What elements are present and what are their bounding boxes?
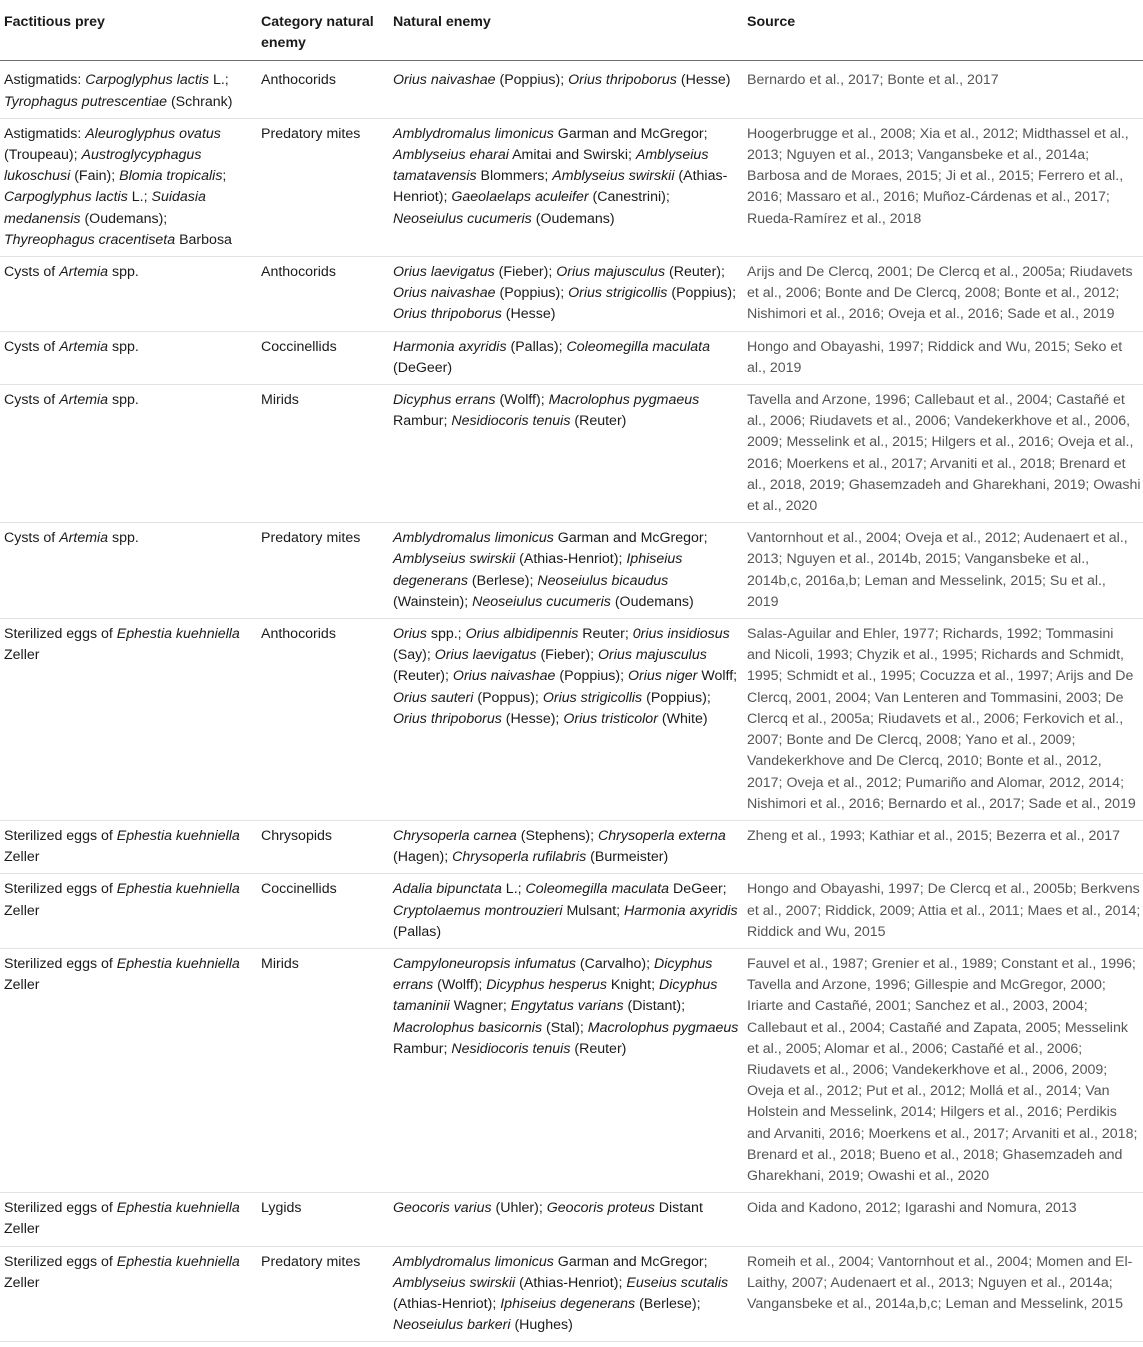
- text-fragment: spp.: [108, 264, 139, 281]
- text-fragment: (Fieber);: [494, 264, 557, 281]
- species-name: Amblyseius swirskii: [552, 168, 675, 185]
- text-fragment: Amitai and Swirski;: [508, 147, 636, 164]
- text-fragment: (Athias-Henriot);: [393, 168, 728, 206]
- cell-natural-enemy: [389, 385, 743, 523]
- cell-natural-enemy: [389, 523, 743, 619]
- species-name: Artemia: [59, 530, 109, 547]
- text-fragment: (Troupeau);: [4, 147, 82, 164]
- species-name: Orius thripoborus: [393, 710, 502, 727]
- text-fragment: Distant: [654, 1200, 703, 1217]
- cell-natural-enemy: [389, 1246, 743, 1342]
- text-fragment: (Berlese);: [467, 572, 538, 589]
- text-fragment: (Pallas);: [506, 338, 567, 355]
- table-body: [0, 61, 1143, 1342]
- species-name: Carpoglyphus lactis: [85, 72, 210, 89]
- species-name: Chrysoperla carnea: [393, 827, 517, 844]
- cell-category: Anthocorids: [261, 626, 336, 643]
- cell-factitious-prey: [0, 523, 257, 619]
- text-fragment: (Fieber);: [536, 647, 599, 664]
- species-name: Amblydromalus limonicus: [393, 1253, 554, 1270]
- species-name: Macrolophus pygmaeus: [587, 1019, 739, 1036]
- cell-category: Mirids: [261, 392, 299, 409]
- cell-natural-enemy: [389, 619, 743, 821]
- species-name: Neoseiulus barkeri: [393, 1317, 511, 1334]
- text-fragment: (Athias-Henriot);: [515, 1274, 627, 1291]
- text-fragment: (Reuter);: [665, 264, 725, 281]
- cell-factitious-prey: [0, 948, 257, 1192]
- text-fragment: spp.: [108, 530, 139, 547]
- cell-source: Arijs and De Clercq, 2001; De Clercq et al., 2005a; Riudavets et al., 2006; Bonte and De Clercq, 2008; Bonte et al., 2012; Nishimori et al., 2016; Oveja et al., 2016; Sade et al., 2019: [747, 264, 1133, 323]
- table-row: [0, 118, 1143, 256]
- table-row: [0, 385, 1143, 523]
- cell-factitious-prey: [0, 619, 257, 821]
- species-name: Neoseiulus bicaudus: [537, 572, 669, 589]
- cell-natural-enemy: [389, 874, 743, 949]
- cell-source: Hoogerbrugge et al., 2008; Xia et al., 2012; Midthassel et al., 2013; Nguyen et al., 2013; Vangansbeke et al., 2014a; Barbosa and de Moraes, 2015; Ji et al., 2015; Ferrero et al., 2016; Massaro et al., 2016; Muñoz-Cárdenas et al., 2017; Rueda-Ramírez et al., 2018: [747, 125, 1129, 227]
- species-name: Harmonia axyridis: [393, 338, 507, 355]
- text-fragment: L.;: [501, 881, 526, 898]
- species-name: Orius laevigatus: [434, 647, 537, 664]
- cell-category: Predatory mites: [261, 1253, 361, 1270]
- species-name: Artemia: [59, 338, 109, 355]
- species-name: Geocoris varius: [393, 1200, 492, 1217]
- species-name: Ephestia kuehniella: [116, 881, 240, 898]
- species-name: Amblydromalus limonicus: [393, 125, 554, 142]
- cell-natural-enemy: [389, 1193, 743, 1246]
- cell-factitious-prey: [0, 1193, 257, 1246]
- species-name: 0rius insidiosus: [632, 626, 730, 643]
- species-name: Nesidiocoris tenuis: [451, 413, 571, 430]
- species-name: Amblyseius swirskii: [393, 1274, 516, 1291]
- text-fragment: (Athias-Henriot);: [393, 1295, 501, 1312]
- species-name: Neoseiulus cucumeris: [393, 210, 532, 227]
- text-fragment: (Reuter);: [393, 668, 453, 685]
- text-fragment: (Carvalho);: [575, 955, 655, 972]
- text-fragment: Sterilized eggs of: [4, 626, 117, 643]
- text-fragment: (Poppius);: [667, 285, 737, 302]
- species-name: Carpoglyphus lactis: [4, 189, 128, 206]
- text-fragment: Zeller: [4, 647, 40, 664]
- text-fragment: (Stal);: [542, 1019, 588, 1036]
- text-fragment: (Hesse);: [501, 710, 564, 727]
- species-name: Amblydromalus limonicus: [393, 530, 554, 547]
- cell-natural-enemy: [389, 948, 743, 1192]
- text-fragment: Astigmatids:: [4, 72, 86, 89]
- species-name: Coleomegilla maculata: [525, 881, 670, 898]
- cell-category: Anthocorids: [261, 72, 336, 89]
- text-fragment: (Athias-Henriot);: [515, 551, 627, 568]
- species-name: Orius thripoborus: [393, 306, 502, 323]
- species-name: Amblyseius eharai: [393, 147, 509, 164]
- table-row: [0, 619, 1143, 821]
- species-name: Blomia tropicalis: [119, 168, 223, 185]
- cell-source: Tavella and Arzone, 1996; Callebaut et al., 2004; Castañé et al., 2006; Riudavets et al., 2006; Vandekerkhove et al., 2006, 2009; Messelink et al., 2015; Hilgers et al., 2016; Oveja et al., 2016; Moerkens et al., 2017; Arvaniti et al., 2018; Brenard et al., 2018, 2019; Ghasemzadeh and Gharekhani, 2019; Owashi et al., 2020: [747, 392, 1141, 515]
- text-fragment: (Poppius);: [555, 668, 628, 685]
- cell-source: Romeih et al., 2004; Vantornhout et al., 2004; Momen and El-Laithy, 2007; Audenaert et al., 2013; Nguyen et al., 2014a; Vangansbeke et al., 2014a,b,c; Leman and Messelink, 2015: [747, 1253, 1133, 1312]
- text-fragment: Rambur;: [393, 1040, 452, 1057]
- text-fragment: spp.;: [426, 626, 466, 643]
- table-row: [0, 1246, 1143, 1342]
- text-fragment: (Poppius);: [495, 72, 569, 89]
- text-fragment: (Hesse): [501, 306, 556, 323]
- text-fragment: Sterilized eggs of: [4, 881, 117, 898]
- species-name: Orius naivashae: [393, 72, 496, 89]
- text-fragment: (Wolff);: [433, 977, 487, 994]
- species-name: Amblyseius tamatavensis: [393, 147, 709, 185]
- text-fragment: (Wainstein);: [393, 593, 473, 610]
- species-name: Suidasia medanensis: [4, 189, 206, 227]
- cell-source: Salas-Aguilar and Ehler, 1977; Richards, 1992; Tommasini and Nicoli, 1993; Chyzik et al., 1995; Richards and Schmidt, 1995; Schmidt et al., 1995; Cocuzza et al., 1997; Arijs and De Clercq, 2001, 2004; Van Lenteren and Tommasini, 2003; De Clercq et al., 2005a; Riudavets et al., 2006; Ferkovich et al., 2007; Bonte and De Clercq, 2008; Yano et al., 2009; Vandekerkhove and De Clercq, 2010; Bonte et al., 2012, 2017; Oveja et al., 2012; Pumariño and Alomar, 2012, 2014; Nishimori et al., 2016; Bernardo et al., 2017; Sade et al., 2019: [747, 626, 1136, 812]
- species-name: Macrolophus pygmaeus: [548, 392, 700, 409]
- table-row: [0, 874, 1143, 949]
- text-fragment: (Hagen);: [393, 849, 453, 866]
- cell-factitious-prey: [0, 118, 257, 256]
- factitious-prey-table: [0, 7, 1143, 1342]
- text-fragment: Barbosa: [175, 231, 232, 248]
- header-category-natural-enemy: Category natural enemy: [261, 14, 374, 52]
- cell-category: Lygids: [261, 1200, 302, 1217]
- text-fragment: (White): [657, 710, 708, 727]
- cell-factitious-prey: [0, 874, 257, 949]
- text-fragment: (Berlese);: [635, 1295, 701, 1312]
- text-fragment: (Fain);: [70, 168, 120, 185]
- text-fragment: spp.: [108, 338, 139, 355]
- text-fragment: Sterilized eggs of: [4, 955, 117, 972]
- table-row: [0, 948, 1143, 1192]
- text-fragment: Sterilized eggs of: [4, 1253, 117, 1270]
- text-fragment: (Distant);: [623, 998, 686, 1015]
- species-name: Artemia: [59, 392, 109, 409]
- text-fragment: Zeller: [4, 1274, 40, 1291]
- text-fragment: ;: [222, 168, 227, 185]
- species-name: Macrolophus basicornis: [393, 1019, 543, 1036]
- species-name: Orius naivashae: [452, 668, 556, 685]
- text-fragment: DeGeer;: [669, 881, 727, 898]
- species-name: Campyloneuropsis infumatus: [393, 955, 576, 972]
- text-fragment: Astigmatids:: [4, 125, 86, 142]
- table-row: [0, 61, 1143, 118]
- cell-source: Hongo and Obayashi, 1997; Riddick and Wu, 2015; Seko et al., 2019: [747, 338, 1123, 376]
- text-fragment: Garman and McGregor;: [553, 530, 708, 547]
- text-fragment: (Reuter): [570, 413, 627, 430]
- header-row: [0, 7, 1143, 61]
- species-name: Dicyphus tamaninii: [393, 977, 718, 1015]
- species-name: Orius laevigatus: [393, 264, 495, 281]
- cell-source: Hongo and Obayashi, 1997; De Clercq et al., 2005b; Berkvens et al., 2007; Riddick, 2009; Attia et al., 2011; Maes et al., 2014; Riddick and Wu, 2015: [747, 881, 1141, 940]
- cell-source: Bernardo et al., 2017; Bonte et al., 2017: [747, 72, 999, 89]
- species-name: Engytatus varians: [510, 998, 624, 1015]
- header-source: Source: [747, 14, 796, 30]
- text-fragment: (Poppius);: [642, 689, 711, 706]
- species-name: Nesidiocoris tenuis: [451, 1040, 571, 1057]
- species-name: Dicyphus errans: [393, 392, 496, 409]
- text-fragment: Blommers;: [476, 168, 553, 185]
- species-name: Euseius scutalis: [626, 1274, 729, 1291]
- text-fragment: (Burmeister): [586, 849, 669, 866]
- species-name: Cryptolaemus montrouzieri: [393, 902, 563, 919]
- text-fragment: Sterilized eggs of: [4, 827, 117, 844]
- text-fragment: (Oudemans): [531, 210, 615, 227]
- species-name: Adalia bipunctata: [393, 881, 502, 898]
- table-row: [0, 257, 1143, 332]
- text-fragment: Zeller: [4, 849, 40, 866]
- text-fragment: spp.: [108, 392, 139, 409]
- species-name: Dicyphus errans: [393, 955, 713, 994]
- header-natural-enemy: Natural enemy: [393, 14, 491, 30]
- text-fragment: Cysts of: [4, 530, 60, 547]
- cell-factitious-prey: [0, 385, 257, 523]
- text-fragment: (Reuter): [570, 1040, 627, 1057]
- text-fragment: L.;: [209, 72, 229, 89]
- cell-source: Vantornhout et al., 2004; Oveja et al., 2012; Audenaert et al., 2013; Nguyen et al., 2014b, 2015; Vangansbeke et al., 2014b,c, 2016a,b; Leman and Messelink, 2015; Su et al., 2019: [747, 530, 1128, 610]
- species-name: Orius majusculus: [556, 264, 666, 281]
- species-name: Amblyseius swirskii: [393, 551, 516, 568]
- text-fragment: Mulsant;: [562, 902, 625, 919]
- text-fragment: L.;: [127, 189, 152, 206]
- text-fragment: Garman and McGregor;: [553, 125, 708, 142]
- species-name: Chrysoperla externa: [598, 827, 726, 844]
- species-name: Ephestia kuehniella: [116, 955, 240, 972]
- text-fragment: Zeller: [4, 902, 40, 919]
- species-name: Coleomegilla maculata: [566, 338, 710, 355]
- cell-natural-enemy: [389, 118, 743, 256]
- text-fragment: (Canestrini);: [588, 189, 670, 206]
- cell-factitious-prey: [0, 820, 257, 873]
- cell-category: Coccinellids: [261, 881, 337, 898]
- text-fragment: (Stephens);: [516, 827, 599, 844]
- table-row: [0, 820, 1143, 873]
- cell-natural-enemy: [389, 61, 743, 118]
- cell-factitious-prey: [0, 331, 257, 384]
- text-fragment: (Oudemans);: [80, 210, 168, 227]
- species-name: Tyrophagus putrescentiae: [4, 93, 167, 110]
- cell-category: Mirids: [261, 955, 299, 972]
- species-name: Austroglycyphagus lukoschusi: [4, 147, 202, 185]
- cell-natural-enemy: [389, 331, 743, 384]
- text-fragment: (Uhler);: [491, 1200, 547, 1217]
- text-fragment: Cysts of: [4, 392, 60, 409]
- cell-natural-enemy: [389, 820, 743, 873]
- text-fragment: Garman and McGregor;: [553, 1253, 708, 1270]
- species-name: Ephestia kuehniella: [116, 827, 240, 844]
- species-name: Orius niger: [628, 668, 698, 685]
- text-fragment: (DeGeer): [393, 359, 453, 376]
- text-fragment: Wagner;: [449, 998, 511, 1015]
- text-fragment: (Pallas): [393, 923, 442, 940]
- cell-factitious-prey: [0, 257, 257, 332]
- text-fragment: (Hughes): [510, 1317, 573, 1334]
- text-fragment: Cysts of: [4, 338, 60, 355]
- cell-category: Predatory mites: [261, 125, 361, 142]
- table-row: [0, 523, 1143, 619]
- text-fragment: Rambur;: [393, 413, 452, 430]
- text-fragment: (Say);: [393, 647, 435, 664]
- species-name: Orius strigicollis: [568, 285, 668, 302]
- table-header: [0, 7, 1143, 61]
- cell-factitious-prey: [0, 61, 257, 118]
- species-name: Dicyphus hesperus: [486, 977, 607, 994]
- text-fragment: Wolff;: [697, 668, 738, 685]
- table-row: [0, 331, 1143, 384]
- species-name: Thyreophagus cracentiseta: [4, 231, 176, 248]
- species-name: Gaeolaelaps aculeifer: [451, 189, 589, 206]
- species-name: Artemia: [59, 264, 109, 281]
- text-fragment: (Poppus);: [473, 689, 543, 706]
- species-name: Ephestia kuehniella: [116, 1200, 240, 1217]
- cell-source: Fauvel et al., 1987; Grenier et al., 1989; Constant et al., 1996; Tavella and Arzone, 1996; Gillespie and McGregor, 2000; Iriarte and Castañé, 2001; Sanchez et al., 2003, 2004; Callebaut et al., 2004; Castañé and Zapata, 2005; Messelink et al., 2005; Alomar et al., 2006; Castañé et al., 2006; Riudavets et al., 2006; Vandekerkhove et al., 2006, 2009; Oveja et al., 2012; Put et al., 2012; Mollá et al., 2014; Van Holstein and Messelink, 2014; Hilgers et al., 2016; Perdikis and Arvaniti, 2016; Moerkens et al., 2017; Arvaniti et al., 2018; Brenard et al., 2018; Bueno et al., 2018; Ghasemzadeh and Gharekhani, 2019; Owashi et al., 2020: [747, 955, 1138, 1184]
- text-fragment: Cysts of: [4, 264, 60, 281]
- cell-factitious-prey: [0, 1246, 257, 1342]
- text-fragment: (Hesse): [676, 72, 731, 89]
- species-name: Iphiseius degenerans: [393, 551, 683, 589]
- text-fragment: Zeller: [4, 977, 40, 994]
- cell-category: Coccinellids: [261, 338, 337, 355]
- species-name: Orius strigicollis: [542, 689, 643, 706]
- text-fragment: (Oudemans): [610, 593, 694, 610]
- text-fragment: Sterilized eggs of: [4, 1200, 117, 1217]
- species-name: Iphiseius degenerans: [500, 1295, 636, 1312]
- species-name: Orius albidipennis: [465, 626, 579, 643]
- species-name: Aleuroglyphus ovatus: [85, 125, 221, 142]
- species-name: Harmonia axyridis: [624, 902, 738, 919]
- species-name: Ephestia kuehniella: [116, 626, 240, 643]
- cell-natural-enemy: [389, 257, 743, 332]
- header-factitious-prey: Factitious prey: [4, 14, 105, 30]
- cell-category: Chrysopids: [261, 827, 332, 844]
- species-name: Neoseiulus cucumeris: [472, 593, 611, 610]
- cell-source: Zheng et al., 1993; Kathiar et al., 2015; Bezerra et al., 2017: [747, 827, 1121, 844]
- cell-source: Oida and Kadono, 2012; Igarashi and Nomura, 2013: [747, 1200, 1077, 1217]
- species-name: Ephestia kuehniella: [116, 1253, 240, 1270]
- species-name: Orius: [393, 626, 427, 643]
- table-row: [0, 1193, 1143, 1246]
- species-name: Chrysoperla rufilabris: [452, 849, 587, 866]
- text-fragment: (Schrank): [167, 93, 233, 110]
- text-fragment: Knight;: [606, 977, 660, 994]
- species-name: Orius majusculus: [598, 647, 707, 664]
- text-fragment: (Wolff);: [495, 392, 549, 409]
- cell-category: Predatory mites: [261, 530, 361, 547]
- text-fragment: Reuter;: [578, 626, 633, 643]
- species-name: Orius sauteri: [393, 689, 474, 706]
- species-name: Orius thripoborus: [568, 72, 677, 89]
- species-name: Orius tristicolor: [563, 710, 658, 727]
- species-name: Geocoris proteus: [546, 1200, 655, 1217]
- text-fragment: Zeller: [4, 1221, 40, 1238]
- cell-category: Anthocorids: [261, 264, 336, 281]
- text-fragment: (Poppius);: [495, 285, 569, 302]
- species-name: Orius naivashae: [393, 285, 496, 302]
